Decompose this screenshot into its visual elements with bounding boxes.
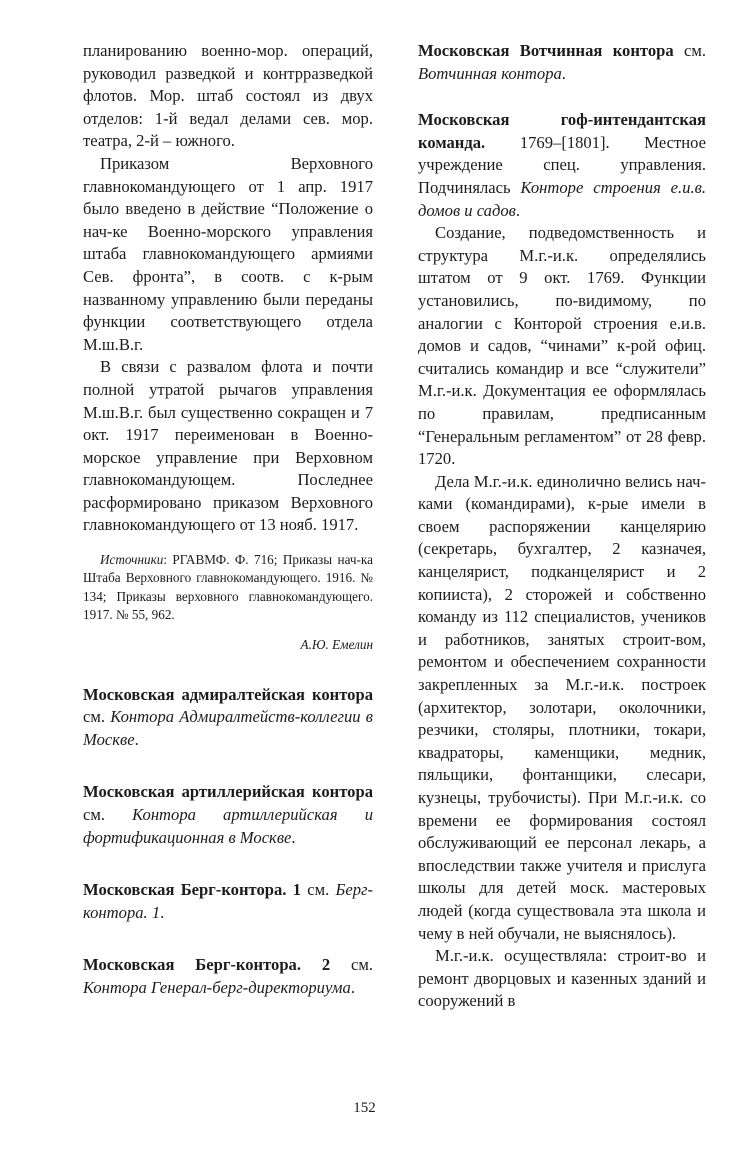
sources-text: : РГАВМФ. Ф. 716; Приказы нач-ка Штаба Верховного главнокомандующего. 1916. № 134; Приказы верховного главнокомандующего. 1917. № 55, 962. (83, 552, 373, 623)
entry-reference: Контора артиллерийская и фортификационная в Москве (83, 805, 373, 847)
entry-end: . (350, 978, 355, 998)
left-column (83, 40, 373, 1000)
page-number: 152 (353, 1100, 376, 1116)
entry-patrimonial-office (418, 40, 706, 85)
right-column (418, 40, 706, 1013)
entry-berg-office-1 (83, 879, 373, 924)
entry-hof-intendant-team (418, 109, 706, 222)
entry-end: . (515, 200, 521, 220)
sources-note (83, 551, 373, 625)
right-paragraph-1: Создание, подведомственность и структура М.г.-и.к. определялись штатом от 9 окт. 1769. Функции установились, по-видимому, по аналогии с Конторой строения е.и.в. домов и садов, “чинами” к-рой офиц. считались командир и все “служители” М.г.-и.к. Документация ее оформлялась по правилам, предписанным “Генеральным регламентом” от 28 февр. 1720. (418, 223, 706, 469)
entry-title: Московская артиллерийская контора (83, 782, 373, 802)
right-paragraph-3: М.г.-и.к. осуществляла: строит-во и ремонт дворцовых и казенных зданий и сооружений в (418, 946, 706, 1011)
entry-title: Московская адмиралтейская контора (83, 684, 373, 704)
entry-reference: Берг-контора. 1 (83, 880, 373, 922)
entry-title: Московская Берг-контора. 1 (83, 880, 301, 900)
author-signature: А.Ю. Емелин (300, 636, 373, 652)
right-paragraph-2: Дела М.г.-и.к. единолично велись нач-ками (командирами), к-рые имели в своем распоряжении канцелярию (секретарь, бухгалтер, 2 казначея, канцелярист, подканцелярист и 2 копииста), 2 сторожей и собственно команду из 112 специалистов, учеников и работников, занятых строит-вом, ремонтом и обеспечением сохранности закрепленных за М.г.-и.к. построек (архитектор, золотари, околочники, резчики, столяры, плотники, токари, квадраторы, каменщики, медник, пяльщики, фонтанщики, слесари, кузнецы, трубочисты). При М.г.-и.к. со времени ее формирования состоял обслуживающий ее персонал лекарь, а впоследствии также учителя и прислуга школы для детей моск. мастеровых людей (когда существовала эта школа и чему в ней обучали, не выяснялось). (418, 471, 706, 943)
entry-end: . (160, 902, 165, 922)
entry-see: см. (330, 955, 373, 975)
entry-end: . (291, 827, 296, 847)
entry-admiralty-office (83, 684, 373, 752)
entry-see: см. (673, 41, 706, 60)
entry-title: Московская Берг-контора. 2 (83, 955, 331, 975)
entry-berg-office-2 (83, 954, 373, 999)
entry-see: см. (83, 805, 133, 825)
entry-title: Московская гоф-интендантская команда. (418, 110, 706, 152)
entry-end: . (561, 63, 566, 83)
entry-see: см. (83, 707, 111, 727)
entry-artillery-office (83, 781, 373, 849)
left-paragraph-1: планированию военно-мор. операций, руководил разведкой и контрразведкой флотов. Мор. штаб состоял из двух отделов: 1-й ведал делами сев. мор. театра, 2-й – южного. (83, 41, 373, 151)
entry-reference: Конторе строения е.и.в. домов и садов (418, 177, 706, 220)
entry-end: . (134, 729, 139, 749)
entry-see: см. (301, 880, 336, 900)
entry-dates: 1769–[1801]. Местное учреждение спец. управления. Подчинялась (418, 132, 706, 197)
entry-title: Московская Вотчинная контора (418, 41, 674, 60)
left-paragraph-2: Приказом Верховного главнокомандующего от 1 апр. 1917 было введено в действие “Положение о нач-ке Военно-морского управления штаба главнокомандующего армиями Сев. фронта”, в соотв. с к-рым названному управлению были переданы функции соответствующего отдела М.ш.В.г. (83, 153, 373, 354)
sources-label: Источники (100, 552, 164, 568)
entry-reference: Контора Адмиралтейств-коллегии в Москве (83, 707, 373, 749)
left-paragraph-3: В связи с развалом флота и почти полной утратой рычагов управления М.ш.В.г. был существенно сокращен и 7 окт. 1917 переименован в Военно-морское управление при Верховном главнокомандующем. Последнее расформировано приказом Верховного главнокомандующего от 13 нояб. 1917. (83, 357, 373, 535)
entry-reference: Контора Генерал-берг-директориума (83, 978, 351, 998)
entry-reference: Вотчинная контора (418, 63, 562, 83)
